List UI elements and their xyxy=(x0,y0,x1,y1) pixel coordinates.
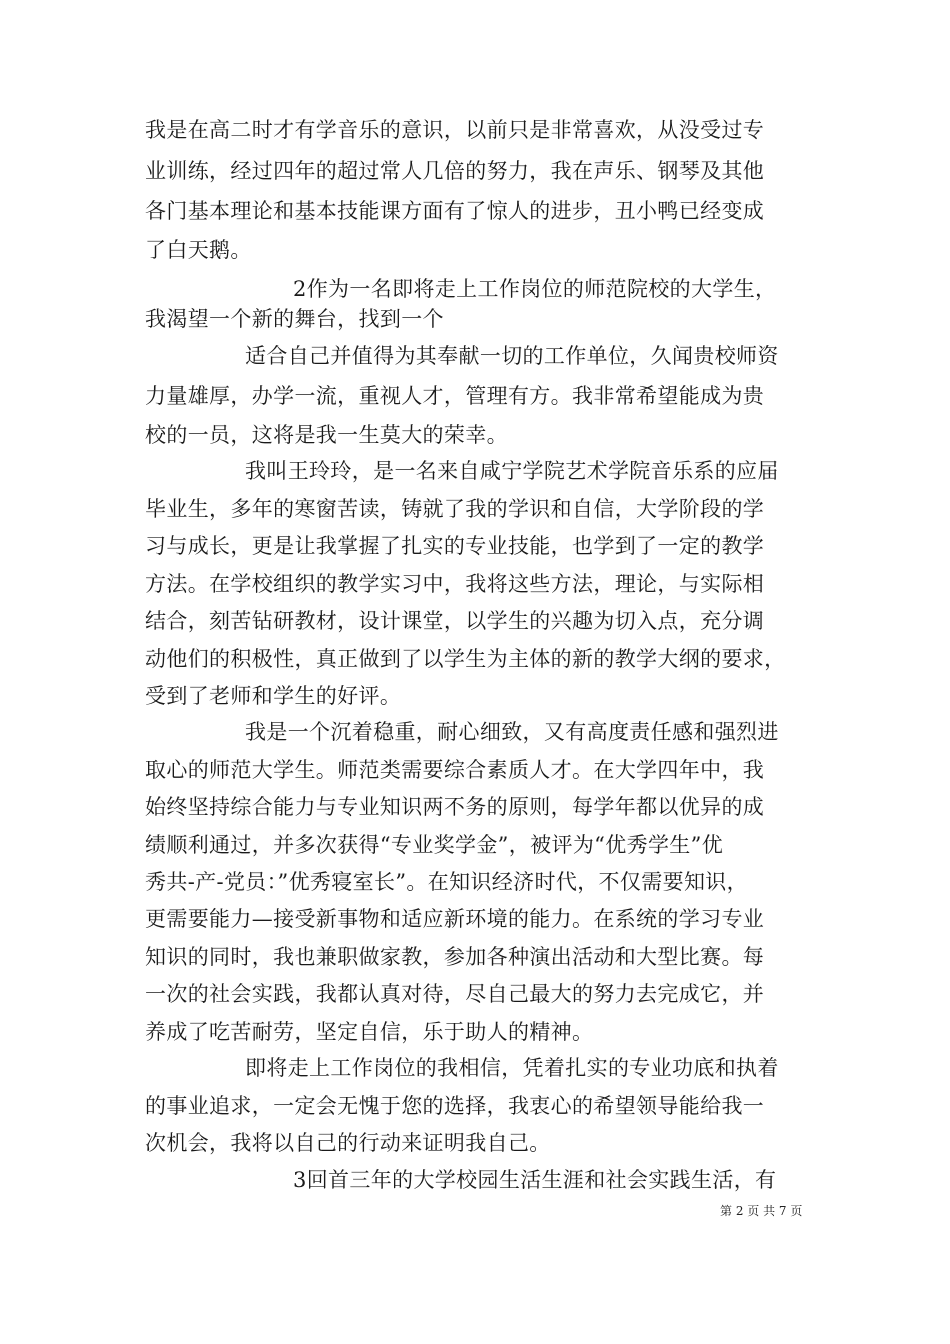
text-line: 我叫王玲玲，是一名来自咸宁学院艺术学院音乐系的应届 xyxy=(245,459,779,483)
text-line: 绩顺利通过，并多次获得“专业奖学金”，被评为“优秀学生”优 xyxy=(145,833,724,857)
text-line: 3回首三年的大学校园生活生涯和社会实践生活，有 xyxy=(293,1168,777,1192)
text-line: 习与成长，更是让我掌握了扎实的专业技能，也学到了一定的教学 xyxy=(145,534,765,558)
text-line: 受到了老师和学生的好评。 xyxy=(145,684,402,708)
text-line: 校的一员，这将是我一生莫大的荣幸。 xyxy=(145,423,508,447)
text-line: 次机会，我将以自己的行动来证明我自己。 xyxy=(145,1131,551,1155)
text-line: 的事业追求，一定会无愧于您的选择，我衷心的希望领导能给我一 xyxy=(145,1094,765,1118)
text-line: 我是在高二时才有学音乐的意识，以前只是非常喜欢，从没受过专 xyxy=(145,118,765,142)
text-line: 各门基本理论和基本技能课方面有了惊人的进步，丑小鸭已经变成 xyxy=(145,199,765,223)
text-line: 养成了吃苦耐劳，坚定自信，乐于助人的精神。 xyxy=(145,1020,594,1044)
text-line: 适合自己并值得为其奉献一切的工作单位，久闻贵校师资 xyxy=(245,344,779,368)
text-line: 毕业生，多年的寒窗苦读，铸就了我的学识和自信，大学阶段的学 xyxy=(145,497,765,521)
text-line: 取心的师范大学生。师范类需要综合素质人才。在大学四年中，我 xyxy=(145,758,765,782)
text-line: 更需要能力—接受新事物和适应新环境的能力。在系统的学习专业 xyxy=(145,907,765,931)
text-line: 业训练，经过四年的超过常人几倍的努力，我在声乐、钢琴及其他 xyxy=(145,159,765,183)
text-line: 我是一个沉着稳重，耐心细致，又有高度责任感和强烈进 xyxy=(245,720,779,744)
text-line: 方法。在学校组织的教学实习中，我将这些方法，理论，与实际相 xyxy=(145,572,765,596)
text-line: 力量雄厚，办学一流，重视人才，管理有方。我非常希望能成为贵 xyxy=(145,384,765,408)
text-line: 2作为一名即将走上工作岗位的师范院校的大学生， xyxy=(293,277,777,301)
text-line: 动他们的积极性，真正做到了以学生为主体的新的教学大纲的要求， xyxy=(145,647,786,671)
text-line: 知识的同时，我也兼职做家教，参加各种演出活动和大型比赛。每 xyxy=(145,945,765,969)
text-line: 秀共-产-党员：”优秀寝室长”。在知识经济时代，不仅需要知识， xyxy=(145,870,749,894)
text-line: 了白天鹅。 xyxy=(145,238,252,262)
text-line: 结合，刻苦钻研教材，设计课堂，以学生的兴趣为切入点，充分调 xyxy=(145,609,765,633)
text-line: 即将走上工作岗位的我相信，凭着扎实的专业功底和执着 xyxy=(245,1056,779,1080)
text-line: 始终坚持综合能力与专业知识两不务的原则，每学年都以优异的成 xyxy=(145,795,765,819)
text-line: 一次的社会实践，我都认真对待，尽自己最大的努力去完成它，并 xyxy=(145,982,765,1006)
page-number: 第 2 页 共 7 页 xyxy=(720,1204,803,1218)
text-line: 我渴望一个新的舞台，找到一个 xyxy=(145,307,444,331)
